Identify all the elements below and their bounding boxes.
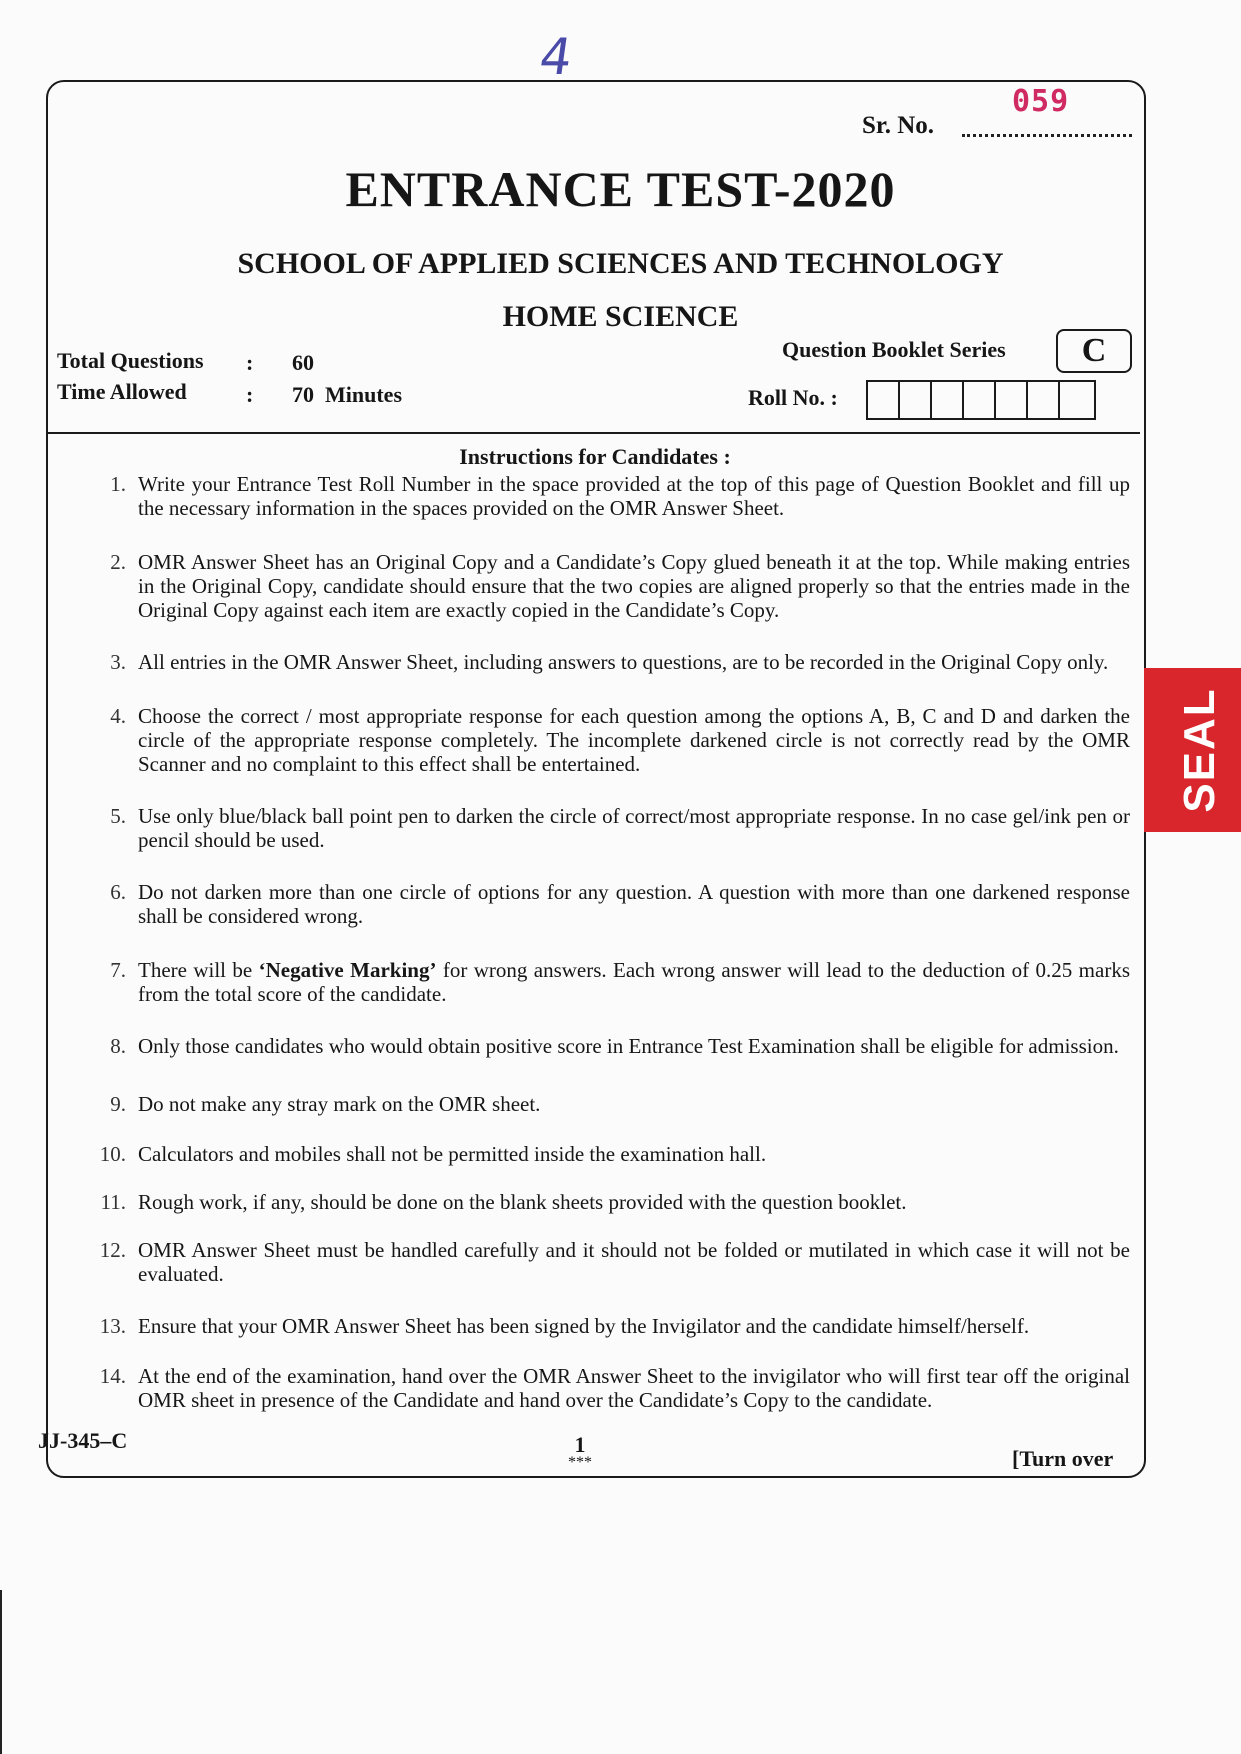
time-allowed-colon: :	[246, 382, 254, 407]
instruction-text	[138, 958, 1130, 1006]
total-questions-colon: :	[246, 350, 254, 375]
instruction-number: 1.	[110, 472, 126, 496]
roll-no-cell[interactable]	[900, 382, 932, 418]
instruction-text: Ensure that your OMR Answer Sheet has been signed by the Invigilator and the candidate himself/herself.	[138, 1314, 1030, 1338]
page-stars: ***	[568, 1454, 592, 1471]
instruction-text: Write your Entrance Test Roll Number in the space provided at the top of this page of Question Booklet and fill up the necessary information in the spaces provided on the OMR Answer Sheet.	[138, 472, 1130, 520]
instruction-text: Do not darken more than one circle of options for any question. A question with more than one darkened response shall be considered wrong.	[138, 880, 1130, 928]
instruction-text-part: There will be	[138, 958, 259, 982]
instruction-item	[80, 880, 1130, 928]
instruction-item	[80, 958, 1130, 1006]
instruction-item	[80, 1314, 1130, 1338]
instruction-text-part: for wrong answers. Each wrong answer will lead to the deduction of 0.25 marks from the total score of the candidate.	[138, 958, 1130, 1006]
instruction-item	[80, 1092, 1130, 1116]
instruction-number: 11.	[100, 1190, 126, 1214]
page-number: 1	[574, 1432, 586, 1457]
booklet-code: JJ-345–C	[38, 1428, 128, 1453]
instruction-item	[80, 472, 1130, 520]
instruction-item	[80, 1238, 1130, 1286]
instruction-item	[80, 1190, 1130, 1214]
turn-over-note: [Turn over	[1012, 1446, 1114, 1471]
instruction-text: All entries in the OMR Answer Sheet, including answers to questions, are to be recorded in the Original Copy only.	[138, 650, 1109, 674]
instruction-item	[80, 1034, 1130, 1058]
instruction-number: 10.	[99, 1142, 126, 1166]
serial-number-stamp: 059	[1012, 84, 1070, 119]
roll-no-cell[interactable]	[964, 382, 996, 418]
school-name: SCHOOL OF APPLIED SCIENCES AND TECHNOLOGY	[237, 247, 1004, 280]
roll-no-label: Roll No. :	[748, 385, 838, 410]
scan-edge-line	[0, 1590, 2, 1754]
instruction-text: At the end of the examination, hand over the OMR Answer Sheet to the invigilator who will first tear off the original OMR sheet in presence of the Candidate and hand over the Candidate’s Copy to the candidate.	[138, 1364, 1130, 1412]
subject-name: HOME SCIENCE	[502, 300, 739, 333]
instruction-item	[80, 704, 1130, 776]
roll-no-cell[interactable]	[996, 382, 1028, 418]
roll-no-cell[interactable]	[868, 382, 900, 418]
instruction-item	[80, 804, 1130, 852]
instruction-number: 13.	[99, 1314, 126, 1338]
instruction-text: OMR Answer Sheet has an Original Copy and a Candidate’s Copy glued beneath it at the top. While making entries in the Original Copy, candidate should ensure that the two copies are aligned properly so that the entries made in the Original Copy against each item are exactly copied in the Candidate’s Copy.	[138, 550, 1130, 622]
instruction-number: 6.	[110, 880, 126, 904]
instruction-text: OMR Answer Sheet must be handled carefully and it should not be folded or mutilated in which case it will not be evaluated.	[138, 1238, 1130, 1286]
total-questions-label: Total Questions	[57, 348, 204, 373]
handwritten-mark: 4	[535, 28, 576, 86]
seal-label: SEAL	[1175, 687, 1224, 813]
instruction-number: 12.	[99, 1238, 126, 1262]
instruction-text: Choose the correct / most appropriate response for each question among the options A, B, C and D and darken the circle of the appropriate response completely. The incomplete darkened circle is not correctly read by the OMR Scanner and no complaint to this effect shall be entertained.	[138, 704, 1130, 776]
sr-no-label: Sr. No.	[862, 112, 935, 139]
instruction-number: 5.	[110, 804, 126, 828]
booklet-series-box: C	[1056, 329, 1132, 373]
instruction-item	[80, 1142, 1130, 1166]
instruction-number: 2.	[110, 550, 126, 574]
instruction-number: 9.	[110, 1092, 126, 1116]
header-divider	[48, 432, 1140, 434]
time-allowed-label: Time Allowed	[57, 379, 187, 404]
instruction-item	[80, 650, 1130, 674]
instruction-number: 3.	[110, 650, 126, 674]
instruction-number: 7.	[110, 958, 126, 982]
time-allowed-value: 70 Minutes	[292, 382, 402, 407]
instruction-number: 14.	[99, 1364, 126, 1388]
instruction-text: Calculators and mobiles shall not be permitted inside the examination hall.	[138, 1142, 767, 1166]
instruction-text: Use only blue/black ball point pen to darken the circle of correct/most appropriate response. In no case gel/ink pen or pencil should be used.	[138, 804, 1130, 852]
page-title: ENTRANCE TEST-2020	[345, 161, 896, 217]
seal-sticker	[1144, 668, 1241, 832]
total-questions-value: 60	[292, 350, 314, 375]
instruction-text: Only those candidates who would obtain positive score in Entrance Test Examination shall be eligible for admission.	[138, 1034, 1119, 1058]
instructions-list	[80, 472, 1130, 1412]
roll-no-boxes[interactable]	[866, 380, 1096, 420]
roll-no-cell[interactable]	[1028, 382, 1060, 418]
instruction-number: 8.	[110, 1034, 126, 1058]
roll-no-cell[interactable]	[932, 382, 964, 418]
instruction-text: Rough work, if any, should be done on the blank sheets provided with the question booklet.	[138, 1190, 907, 1214]
instruction-item	[80, 1364, 1130, 1412]
instructions-heading: Instructions for Candidates :	[459, 444, 731, 469]
instruction-item	[80, 550, 1130, 622]
sr-no-dotted-line	[962, 134, 1132, 137]
instruction-text: Do not make any stray mark on the OMR sheet.	[138, 1092, 541, 1116]
negative-marking-emphasis: ‘Negative Marking’	[258, 958, 437, 982]
instruction-number: 4.	[110, 704, 126, 728]
booklet-series-label: Question Booklet Series	[782, 337, 1006, 362]
roll-no-cell[interactable]	[1060, 382, 1094, 418]
